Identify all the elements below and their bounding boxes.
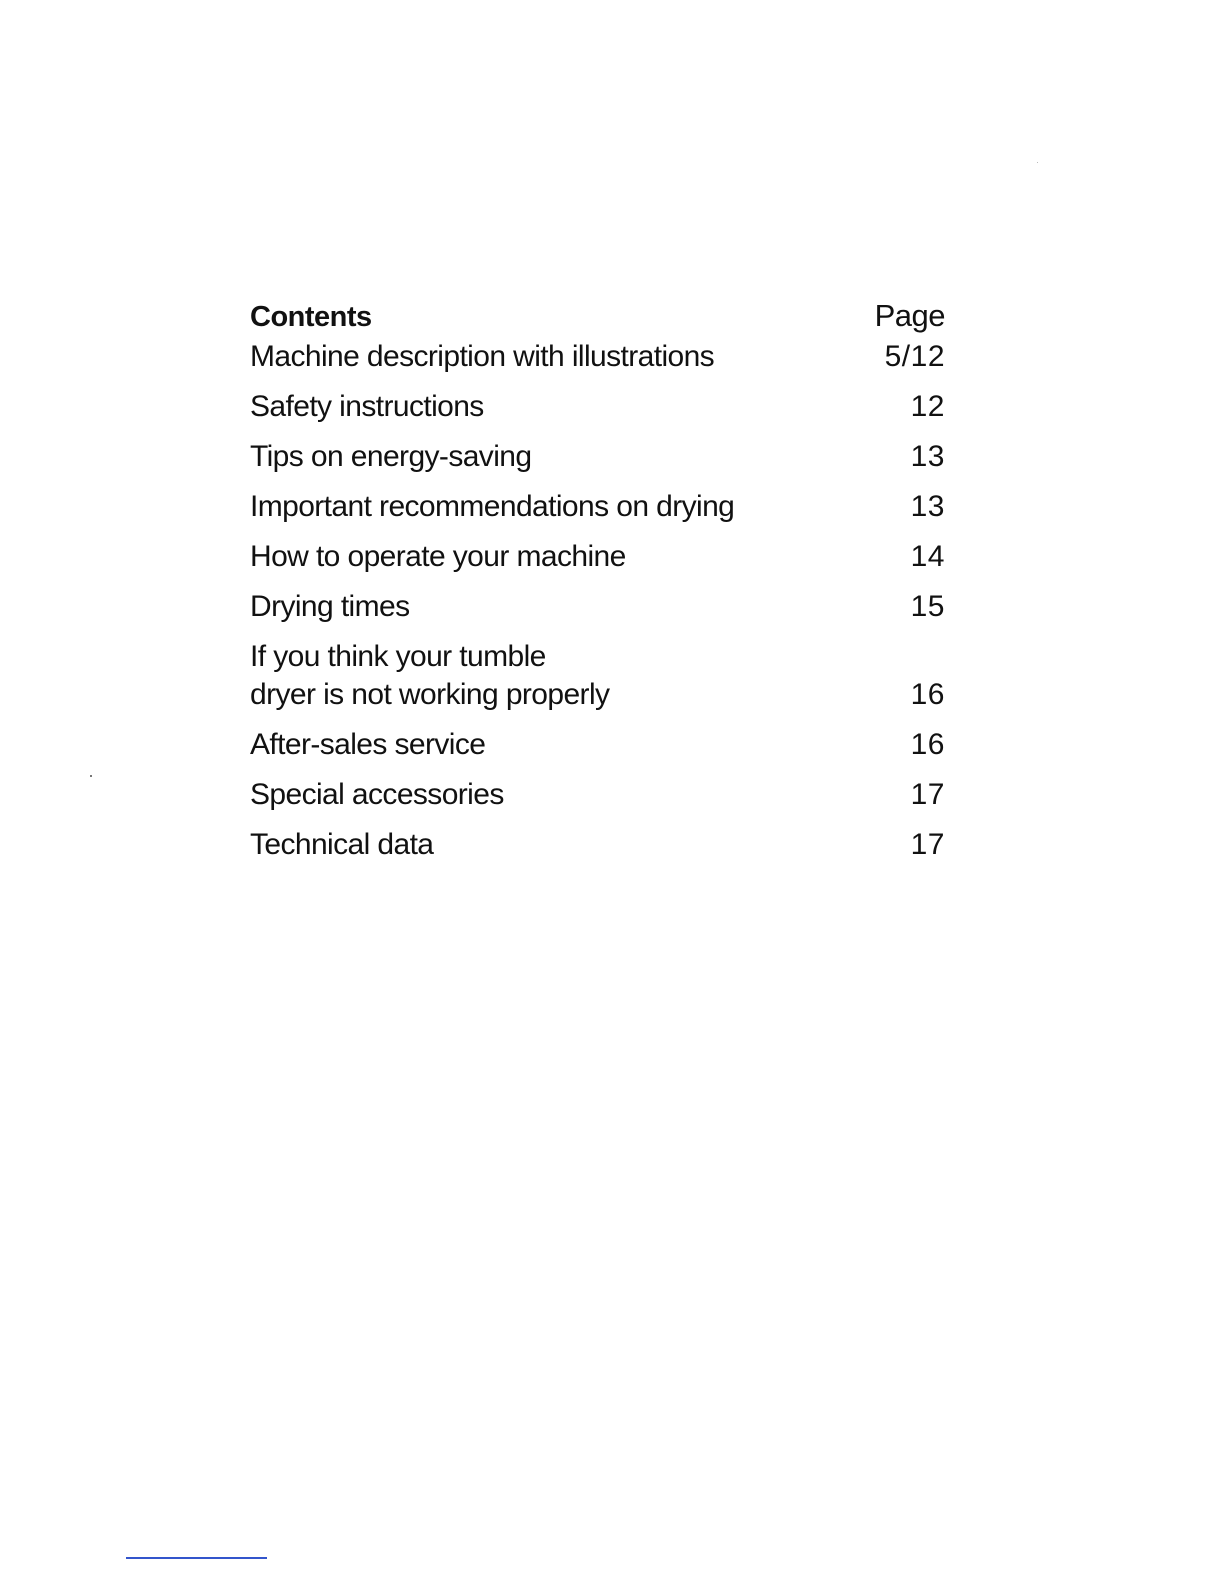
toc-entry: [250, 388, 945, 426]
footer-rule: [126, 1557, 267, 1559]
toc-page-column-label: Page: [874, 298, 945, 333]
toc-entry-page: 16: [910, 678, 945, 711]
toc-entry: [250, 588, 945, 626]
toc-entry-page: 13: [910, 490, 945, 523]
toc-entry-page: 14: [910, 540, 945, 573]
toc-header: [250, 298, 945, 338]
toc-entry-label: How to operate your machine: [250, 540, 626, 573]
toc-entry: [250, 776, 945, 814]
toc-entry: [250, 488, 945, 526]
toc-entry-label: Safety instructions: [250, 390, 484, 423]
toc-entry-page: 5/12: [884, 340, 945, 373]
toc-entry-label: Tips on energy-saving: [250, 440, 532, 473]
toc-entry: [250, 338, 945, 376]
toc-entry: [250, 826, 945, 864]
scan-speck: [1037, 162, 1038, 163]
toc-entry-page: 13: [910, 440, 945, 473]
toc-entry-label: Important recommendations on drying: [250, 490, 735, 523]
toc-title: Contents: [250, 301, 372, 333]
toc-entry: [250, 438, 945, 476]
table-of-contents: [250, 298, 945, 876]
toc-entry-label: After-sales service: [250, 728, 486, 761]
toc-entry: [250, 538, 945, 576]
toc-entry-page: 16: [910, 728, 945, 761]
toc-entry: [250, 726, 945, 764]
toc-entry-label: If you think your tumble dryer is not working properly: [250, 640, 610, 711]
toc-entry-page: 12: [910, 390, 945, 423]
toc-entry-label: Drying times: [250, 590, 410, 623]
toc-entry: [250, 638, 945, 714]
toc-entry-label: Machine description with illustrations: [250, 340, 715, 373]
toc-entry-page: 17: [910, 828, 945, 861]
scan-speck: [90, 775, 92, 777]
toc-entry-label: Special accessories: [250, 778, 504, 811]
toc-entry-label: Technical data: [250, 828, 434, 861]
toc-entry-page: 17: [910, 778, 945, 811]
toc-entry-page: 15: [910, 590, 945, 623]
